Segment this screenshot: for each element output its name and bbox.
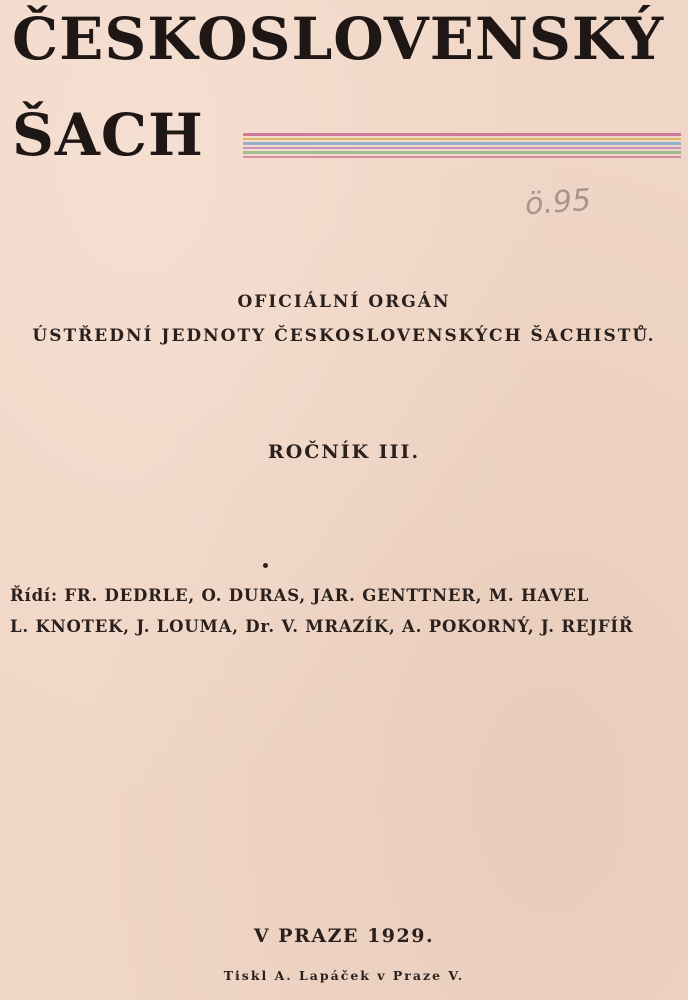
editors-line-2: L. KNOTEK, J. LOUMA, Dr. V. MRAZÍK, A. POKORNÝ, J. REJFÍŘ [10, 617, 634, 636]
place-and-year: V PRAZE 1929. [253, 925, 435, 947]
volume-number: ROČNÍK III. [267, 441, 421, 463]
title-line-1: ČESKOSLOVENSKÝ [12, 5, 665, 73]
decorative-color-stripes [243, 131, 681, 159]
bullet-dot [263, 563, 268, 568]
title-line-2: ŠACH [12, 101, 204, 169]
editors-line-1: Řídí: FR. DEDRLE, O. DURAS, JAR. GENTTNER, M. HAVEL [10, 586, 590, 605]
printer-imprint: Tiskl A. Lapáček v Praze V. [223, 968, 465, 983]
subtitle-line-1: OFICIÁLNÍ ORGÁN [237, 292, 451, 312]
handwritten-note: ö.95 [523, 182, 593, 223]
subtitle-line-2: ÚSTŘEDNÍ JEDNOTY ČESKOSLOVENSKÝCH ŠACHISTŮ. [32, 326, 656, 346]
